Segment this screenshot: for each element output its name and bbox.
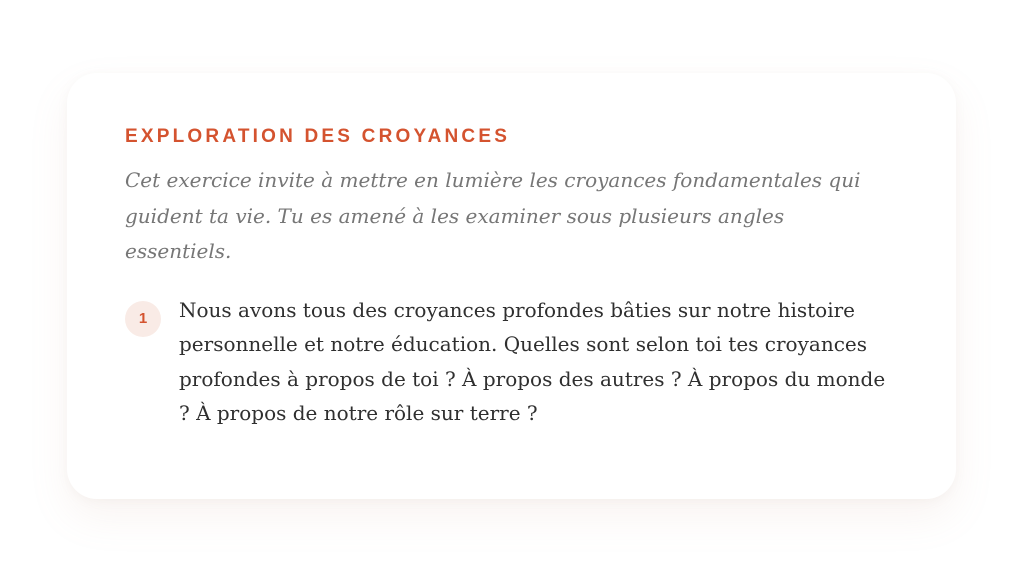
exercise-card (67, 73, 956, 499)
question-item (125, 297, 898, 443)
question-text: Nous avons tous des croyances profondes bâties sur notre histoire personnelle et notre éducation. Quelles sont selon toi tes croyances profondes à propos de toi ? À propos des autres ? À propos du monde ? À propos de notre rôle sur terre ? (179, 297, 886, 425)
question-number-badge: 1 (125, 301, 161, 337)
section-title: EXPLORATION DES CROYANCES (125, 126, 511, 147)
intro-text: Cet exercice invite à mettre en lumière les croyances fondamentales qui guident ta vie. Tu es amené à les examiner sous plusieurs angles essentiels. (125, 168, 861, 263)
